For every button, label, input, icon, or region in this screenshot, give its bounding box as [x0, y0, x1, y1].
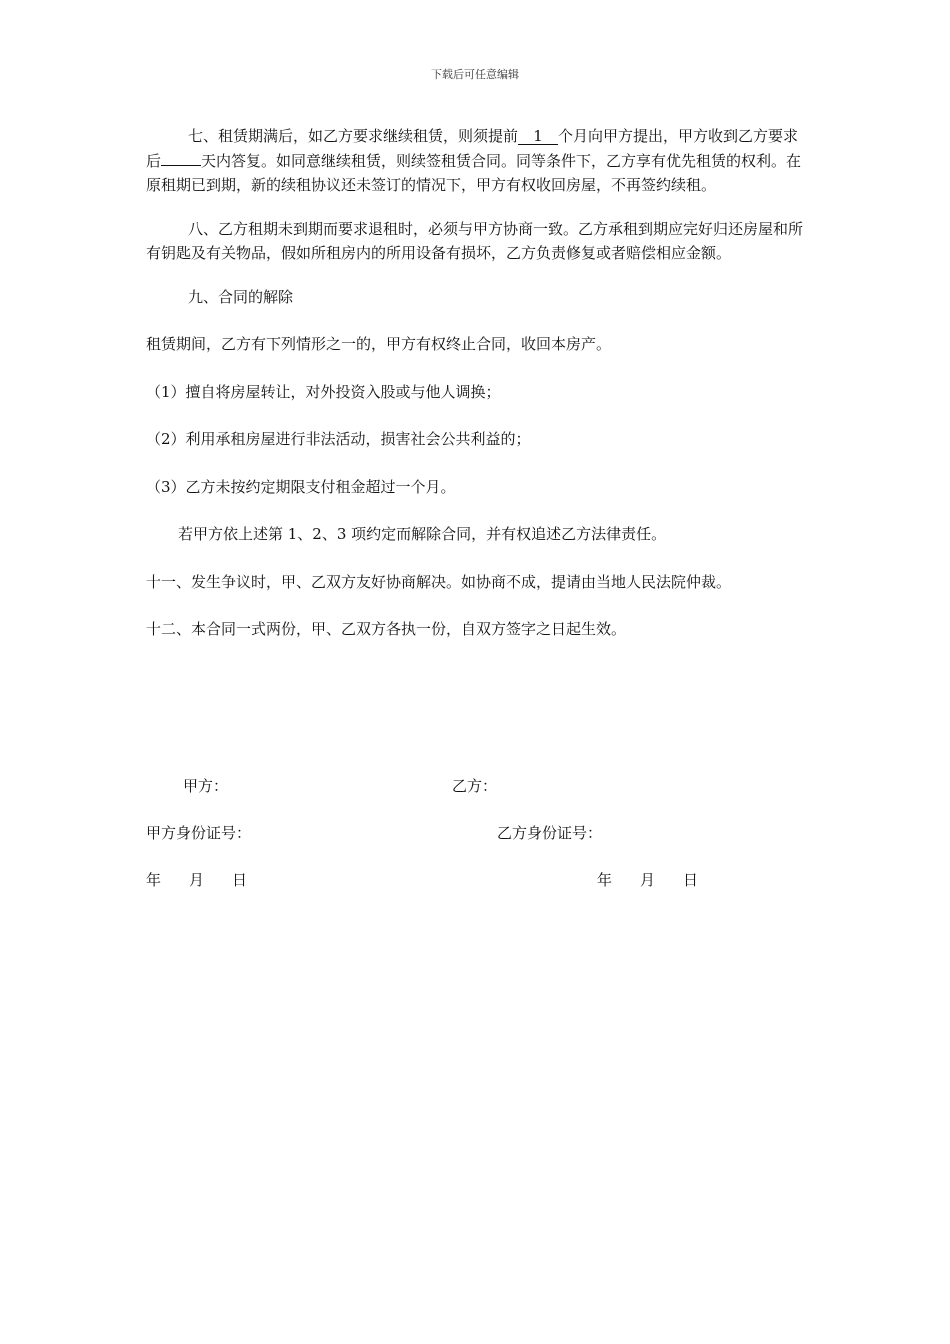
clause-7 — [146, 124, 811, 198]
termination-item-3: （3）乙方未按约定期限支付租金超过一个月。 — [146, 477, 456, 496]
party-a-date — [146, 870, 247, 890]
clause-7-text-mid: 个月向甲方提出，甲方收到乙方要求后 — [146, 127, 799, 170]
contract-body — [146, 124, 811, 642]
termination-intro: 租赁期间，乙方有下列情形之一的，甲方有权终止合同，收回本房产。 — [146, 335, 612, 353]
clause-8: 八、乙方租期未到期而要求退租时，必须与甲方协商一致。乙方承租到期应完好归还房屋和所有钥匙及有关物品，假如所租房内的所用设备有损坏，乙方负责修复或者赔偿相应金额。 — [146, 219, 804, 262]
termination-item-1: （1）擅自将房屋转让，对外投资入股或与他人调换； — [146, 382, 501, 401]
clause-7-text-after: 天内答复。如同意继续租赁，则续签租赁合同。同等条件下，乙方享有优先租赁的权利。在原租期已到期，新的续租协议还未签订的情况下，甲方有权收回房屋，不再签约续租。 — [146, 151, 802, 194]
party-a-signature-label: 甲方： — [183, 777, 229, 795]
party-b-date-year: 年 — [597, 871, 613, 889]
party-a-date-day: 日 — [232, 871, 248, 889]
party-a-id-label: 甲方身份证号： — [146, 824, 252, 842]
clause-9-title: 九、合同的解除 — [188, 287, 294, 306]
party-b-id-label: 乙方身份证号： — [497, 824, 603, 842]
reply-days-blank — [161, 165, 201, 166]
party-a-date-month: 月 — [189, 871, 205, 889]
termination-item-2: （2）利用承租房屋进行非法活动，损害社会公共利益的； — [146, 430, 531, 448]
clause-11: 十一、发生争议时，甲、乙双方友好协商解决。如协商不成，提请由当地人民法院仲裁。 — [146, 572, 732, 591]
party-b-date-day: 日 — [683, 871, 699, 889]
page-header: 下载后可任意编辑 — [431, 68, 519, 81]
party-b-date-month: 月 — [640, 871, 656, 889]
party-a-date-year: 年 — [146, 871, 162, 889]
termination-note: 若甲方依上述第 1、2、3 项约定而解除合同，并有权追述乙方法律责任。 — [178, 525, 667, 543]
clause-12: 十二、本合同一式两份，甲、乙双方各执一份，自双方签字之日起生效。 — [146, 620, 627, 638]
clause-7-text-before: 七、租赁期满后，如乙方要求继续租赁，则须提前 — [188, 127, 519, 145]
party-b-signature-label: 乙方： — [452, 777, 498, 795]
party-b-date — [597, 870, 698, 890]
months-notice-blank: 1 — [518, 128, 558, 145]
